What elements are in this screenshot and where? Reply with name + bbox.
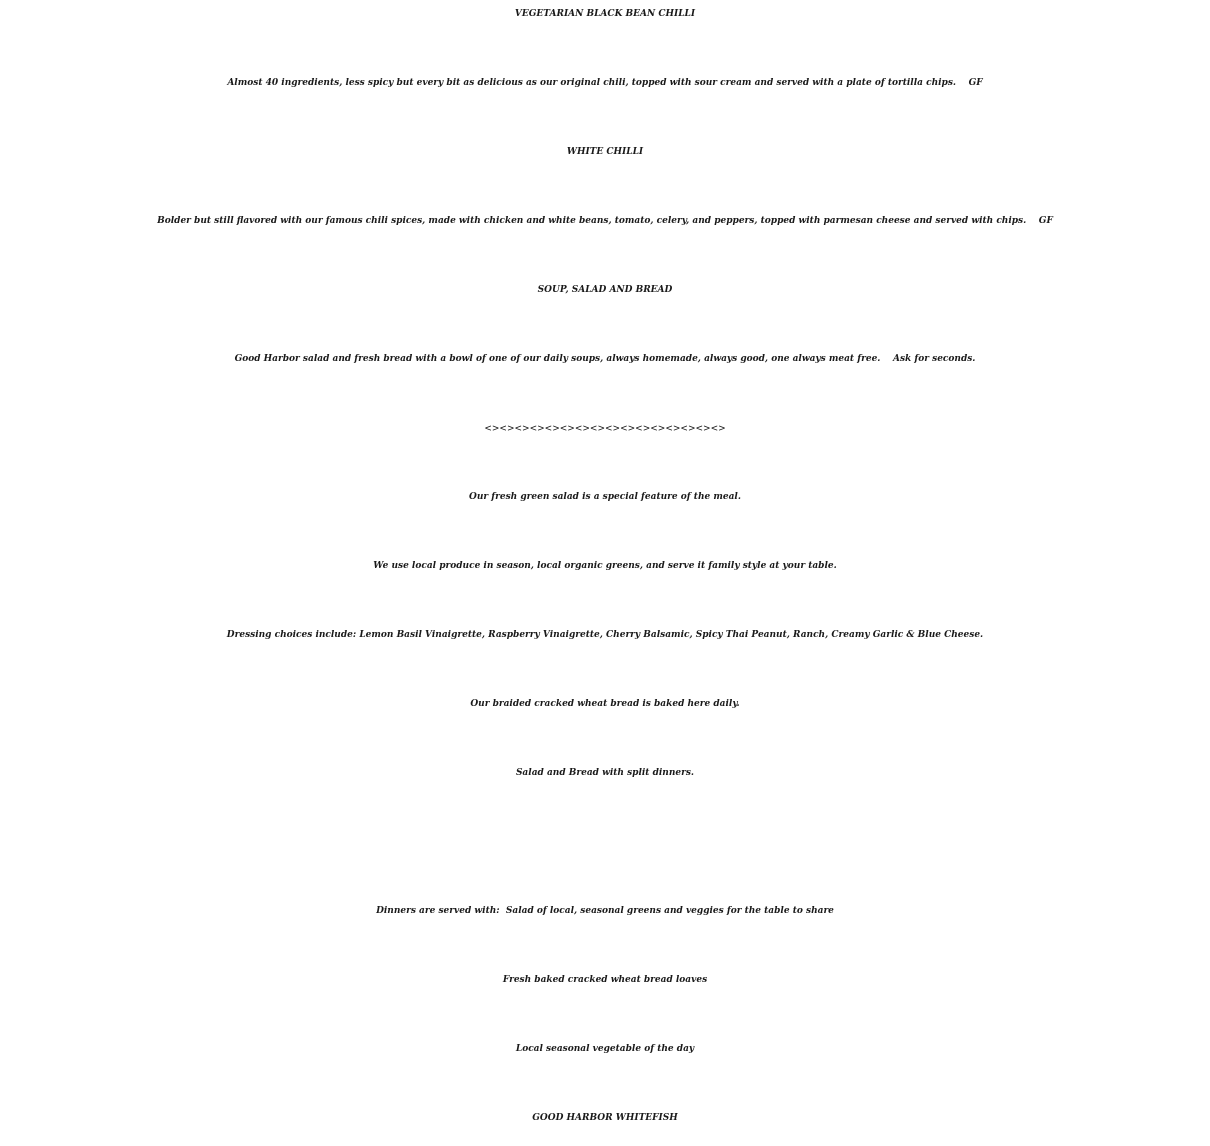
local-produce-note: We use local produce in season, local organic greens, and serve it family style at your table. bbox=[373, 561, 837, 571]
soup-salad-bread-description: Good Harbor salad and fresh bread with a bowl of one of our daily soups, always homemade, always good, one always meat free. Ask for seconds. bbox=[234, 354, 976, 364]
salad-feature-note: Our fresh green salad is a special feature of the meal. bbox=[469, 492, 741, 502]
bread-note: Our braided cracked wheat bread is baked here daily. bbox=[470, 699, 740, 709]
whitefish-title: GOOD HARBOR WHITEFISH bbox=[532, 1113, 678, 1123]
bread-loaves-note: Fresh baked cracked wheat bread loaves bbox=[502, 975, 708, 985]
section-divider: <><><><><><><><><><><><><><><><> bbox=[484, 424, 726, 434]
dinners-served-with: Dinners are served with: Salad of local, seasonal greens and veggies for the table to share bbox=[376, 906, 834, 916]
dressing-choices: Dressing choices include: Lemon Basil Vinaigrette, Raspberry Vinaigrette, Cherry Balsamic, Spicy Thai Peanut, Ranch, Creamy Garlic & Blue Cheese. bbox=[226, 630, 984, 640]
veg-chilli-title: VEGETARIAN BLACK BEAN CHILLI bbox=[514, 9, 696, 19]
veg-chilli-description: Almost 40 ingredients, less spicy but every bit as delicious as our original chili, topped with sour cream and served with a plate of tortilla chips. GF bbox=[227, 78, 983, 88]
split-dinners-note: Salad and Bread with split dinners. bbox=[515, 768, 695, 778]
soup-salad-bread-title: SOUP, SALAD AND BREAD bbox=[537, 285, 673, 295]
white-chilli-description: Bolder but still flavored with our famous chili spices, made with chicken and white beans, tomato, celery, and peppers, topped with parmesan cheese and served with chips. GF bbox=[157, 216, 1053, 226]
vegetable-of-day-note: Local seasonal vegetable of the day bbox=[515, 1044, 695, 1054]
white-chilli-title: WHITE CHILLI bbox=[566, 147, 644, 157]
